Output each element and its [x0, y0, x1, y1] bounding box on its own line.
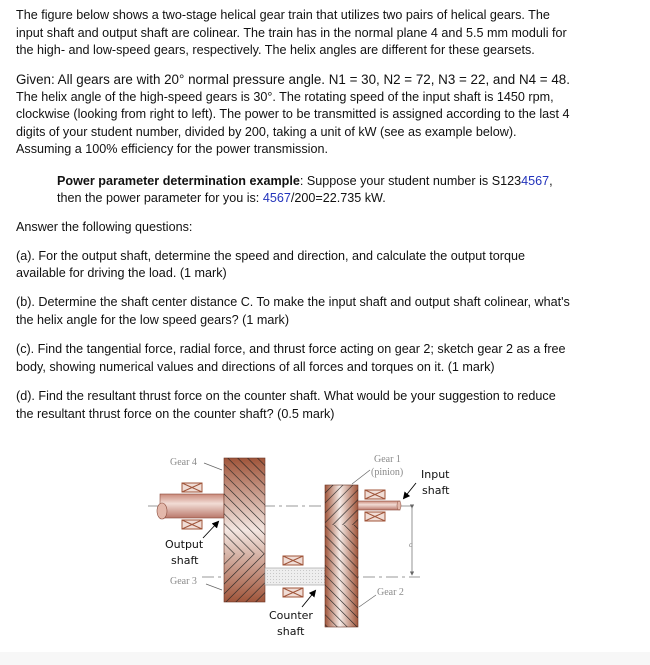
question-c-line-2: body, showing numerical values and directions of all forces and torques on it. (1 mark) — [16, 360, 495, 374]
input-shaft-arrow — [404, 483, 416, 498]
question-c-line-1: (c). Find the tangential force, radial force, and thrust force acting on gear 2; sketch gear 2 as a free — [16, 342, 566, 356]
input-shaft — [358, 501, 401, 510]
question-d-line-1: (d). Find the resultant thrust force on the counter shaft. What would be your suggestion to reduce — [16, 389, 556, 403]
output-shaft-label-2: shaft — [171, 554, 199, 567]
given-line-5: Assuming a 100% efficiency for the power transmission. — [16, 142, 328, 156]
example-line-2 — [57, 190, 637, 208]
output-shaft — [157, 494, 224, 519]
gear-1-leader — [352, 470, 370, 484]
gear-4-and-3 — [224, 458, 265, 602]
output-shaft-label-1: Output — [165, 538, 204, 551]
given-line-2: The helix angle of the high-speed gears is 30°. The rotating speed of the input shaft is 1450 rpm, — [16, 90, 554, 104]
example-result: /200=22.735 kW. — [290, 191, 386, 205]
counter-shaft-label-2: shaft — [277, 625, 305, 638]
gear-train-figure — [140, 440, 470, 665]
output-bearing-bottom — [182, 520, 202, 529]
example-label: Power parameter determination example — [57, 174, 300, 188]
question-b-line-2: the helix angle for the low speed gears? (1 mark) — [16, 313, 290, 327]
center-distance-dimension — [409, 508, 413, 575]
gear-4-label: Gear 4 — [170, 457, 197, 468]
example-text: : Suppose your student number is S123 — [299, 174, 522, 188]
intro-line-2: input shaft and output shaft are colinear. The train has in the normal plane 4 and 5.5 mm moduli for — [16, 26, 567, 40]
input-bearing-top — [365, 490, 385, 499]
given-line-3: clockwise (looking from right to left). The power to be transmitted is assigned according to the last 4 — [16, 107, 570, 121]
output-bearing-top — [182, 483, 202, 492]
input-shaft-label-1: Input — [421, 468, 450, 481]
output-shaft-arrow — [203, 522, 218, 538]
input-bearing-bottom — [365, 512, 385, 521]
pinion-label: (pinion) — [371, 467, 404, 478]
student-digits-highlight: 4567 — [521, 174, 550, 188]
counter-bearing-bottom — [283, 588, 303, 597]
answer-heading: Answer the following questions: — [16, 220, 193, 234]
gear-3-label: Gear 3 — [170, 576, 197, 587]
gear-2-leader — [359, 595, 376, 607]
bottom-band — [0, 652, 650, 665]
example-line-1 — [57, 173, 637, 191]
example-text-2: then the power parameter for you is: — [57, 191, 263, 205]
power-digits-highlight: 4567 — [262, 191, 291, 205]
counter-bearing-top — [283, 556, 303, 565]
question-b-line-1: (b). Determine the shaft center distance C. To make the input shaft and output shaft colinear, what's — [16, 295, 570, 309]
question-a-line-1: (a). For the output shaft, determine the speed and direction, and calculate the output torque — [16, 249, 525, 263]
given-line-4: digits of your student number, divided by 200, taking a unit of kW (see as example below). — [16, 125, 517, 139]
question-d-line-2: the resultant thrust force on the counter shaft? (0.5 mark) — [16, 407, 335, 421]
gear-1-and-2 — [325, 485, 358, 627]
gear-3-leader — [206, 584, 222, 590]
intro-line-3: the high- and low-speed gears, respectively. The helix angles are different for these gearsets. — [16, 43, 535, 57]
gear-1-label: Gear 1 — [374, 454, 401, 465]
input-shaft-label-2: shaft — [422, 484, 450, 497]
gear-2-label: Gear 2 — [377, 587, 404, 598]
c-label: c — [409, 540, 413, 549]
given-line-1: Given: All gears are with 20° normal pressure angle. N1 = 30, N2 = 72, N3 = 22, and N4 = 48. — [16, 72, 570, 87]
example-comma: , — [549, 174, 553, 188]
counter-shaft-arrow — [302, 591, 315, 607]
question-a-line-2: available for driving the load. (1 mark) — [16, 266, 227, 280]
counter-shaft-label-1: Counter — [269, 609, 313, 622]
counter-shaft — [265, 568, 325, 585]
intro-line-1: The figure below shows a two-stage helical gear train that utilizes two pairs of helical gears. The — [16, 8, 550, 22]
gear-4-leader — [204, 463, 222, 470]
